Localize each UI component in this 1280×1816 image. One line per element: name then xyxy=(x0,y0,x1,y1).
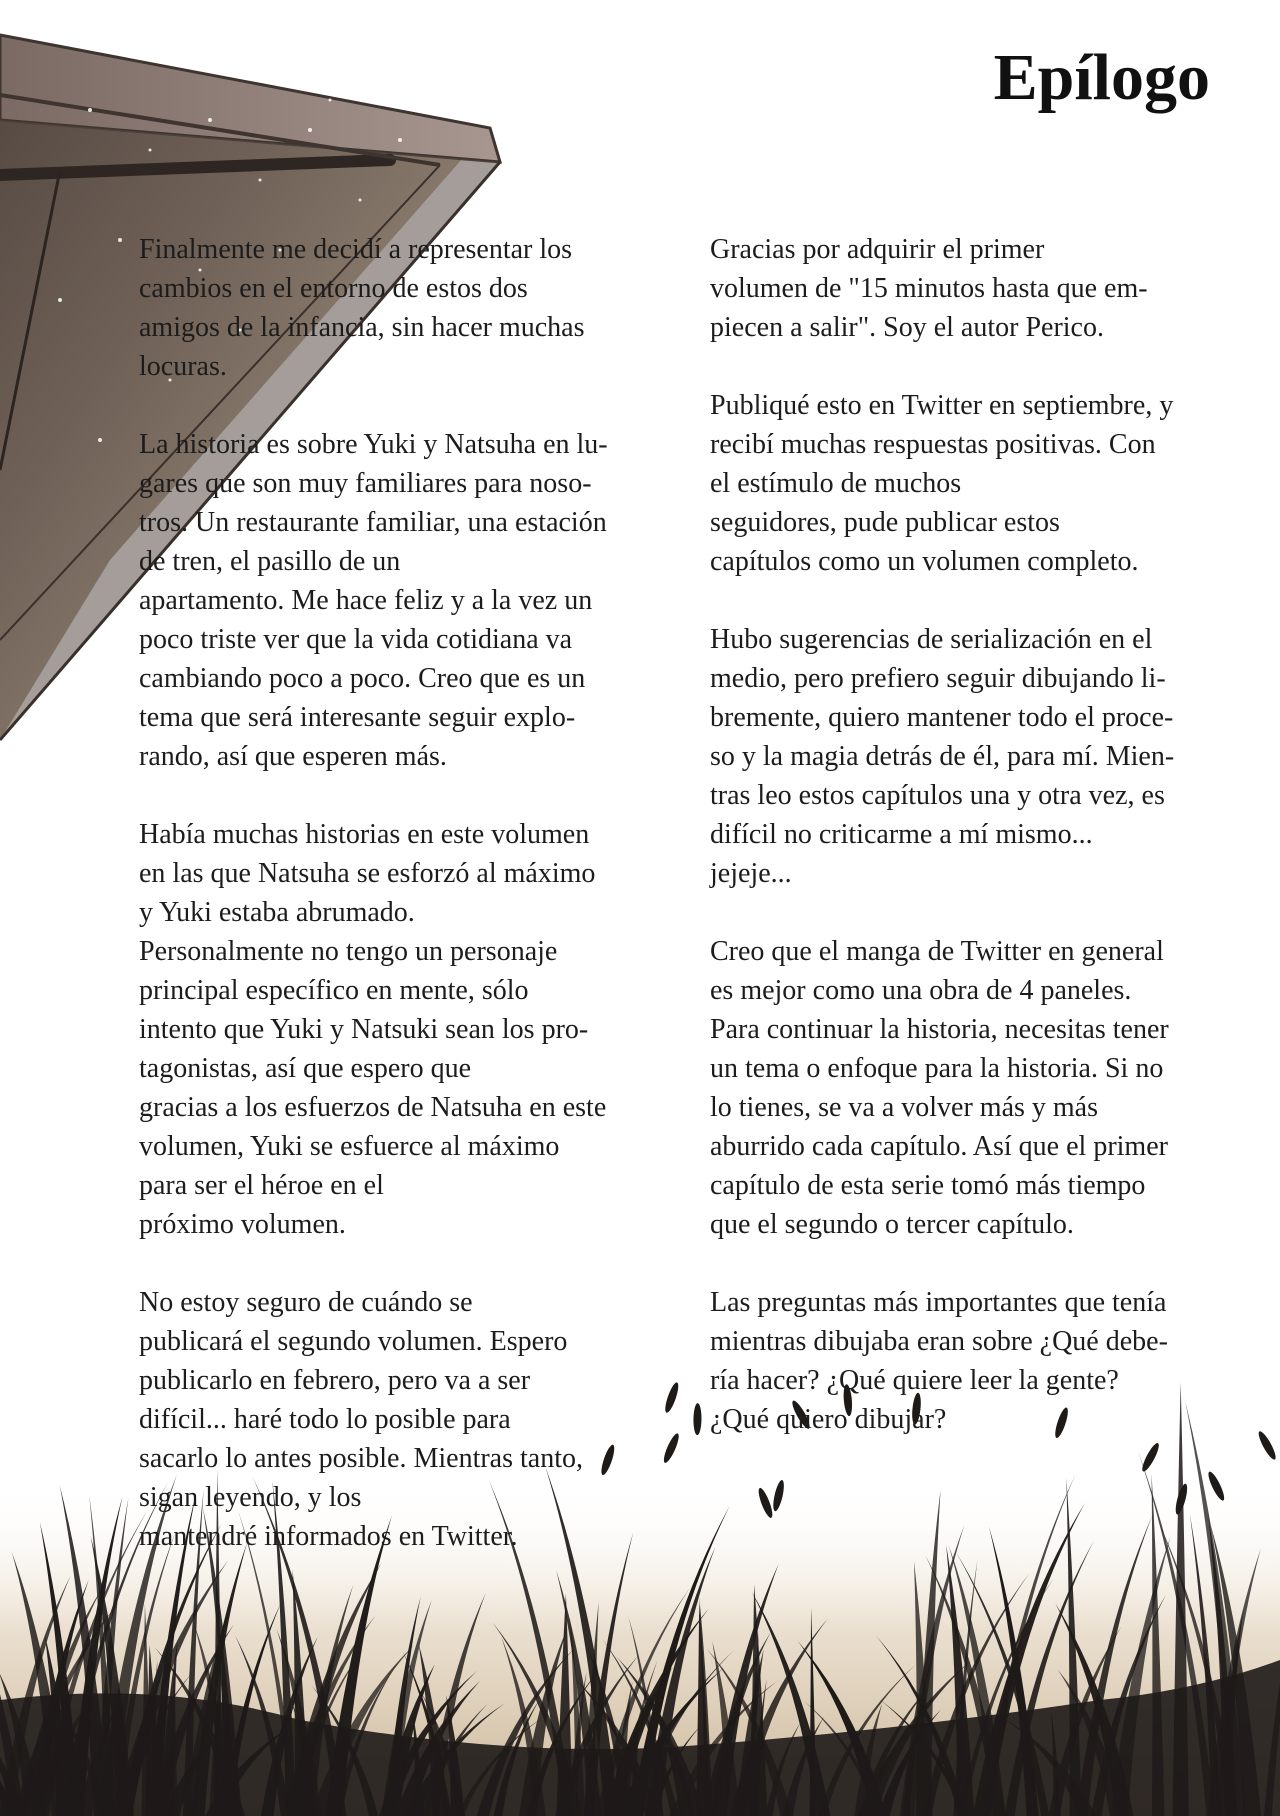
paragraph: No estoy seguro de cuándo se publicará el segundo volumen. Espero publicarlo en febrero, pero va a ser difícil... haré todo lo posible para sacarlo lo antes posible. Mientras tanto, sigan leyendo, y los mantendré informados en Twitter. xyxy=(139,1287,583,1552)
paragraph: Las preguntas más importantes que tenía mientras dibujaba eran sobre ¿Qué debe- ría hacer? ¿Qué quiere leer la gente? ¿Qué quiero dibujar? xyxy=(710,1287,1168,1435)
paragraph: Había muchas historias en este volumen en las que Natsuha se esforzó al máximo y Yuki estaba abrumado. Personalmente no tengo un personaje principal específico en mente, sólo intento que Yuki y Natsuki sean los pro- tagonistas, así que espero que gracias a los esfuerzos de Natsuha en este volumen, Yuki se esfuerce al máximo para ser el héroe en el próximo volumen. xyxy=(139,819,607,1240)
grass-seed-head xyxy=(693,1403,701,1435)
paragraph: Gracias por adquirir el primer volumen de "15 minutos hasta que em- piecen a salir". Soy el autor Perico. xyxy=(710,234,1148,343)
right-column xyxy=(710,230,1255,1478)
paragraph: Finalmente me decidí a representar los cambios en el entorno de estos dos amigos de la infancia, sin hacer muchas locuras. xyxy=(139,234,585,382)
paragraph: Publiqué esto en Twitter en septiembre, y recibí muchas respuestas positivas. Con el estímulo de muchos seguidores, pude publicar estos capítulos como un volumen completo. xyxy=(710,390,1174,577)
grass-seed-head xyxy=(1256,1429,1278,1461)
paragraph: Creo que el manga de Twitter en general es mejor como una obra de 4 paneles. Para continuar la historia, necesitas tener un tema o enfoque para la historia. Si no lo tienes, se va a volver más y más aburrido cada capítulo. Así que el primer capítulo de esta serie tomó más tiempo que el segundo o tercer capítulo. xyxy=(710,936,1169,1240)
left-column xyxy=(139,230,691,1595)
paragraph: La historia es sobre Yuki y Natsuha en lu- gares que son muy familiares para noso- tros. Un restaurante familiar, una estación de tren, el pasillo de un apartamento. Me hace feliz y a la vez un poco triste ver que la vida cotidiana va cambiando poco a poco. Creo que es un tema que será interesante seguir explo- rando, así que esperen más. xyxy=(139,429,608,772)
paragraph: Hubo sugerencias de serialización en el medio, pero prefiero seguir dibujando li- bremente, quiero mantener todo el proce- so y la magia detrás de él, para mí. Mien- tras leo estos capítulos una y otra vez, es difícil no criticarme a mí mismo... jejeje... xyxy=(710,624,1175,889)
page-title: Epílogo xyxy=(993,41,1210,114)
